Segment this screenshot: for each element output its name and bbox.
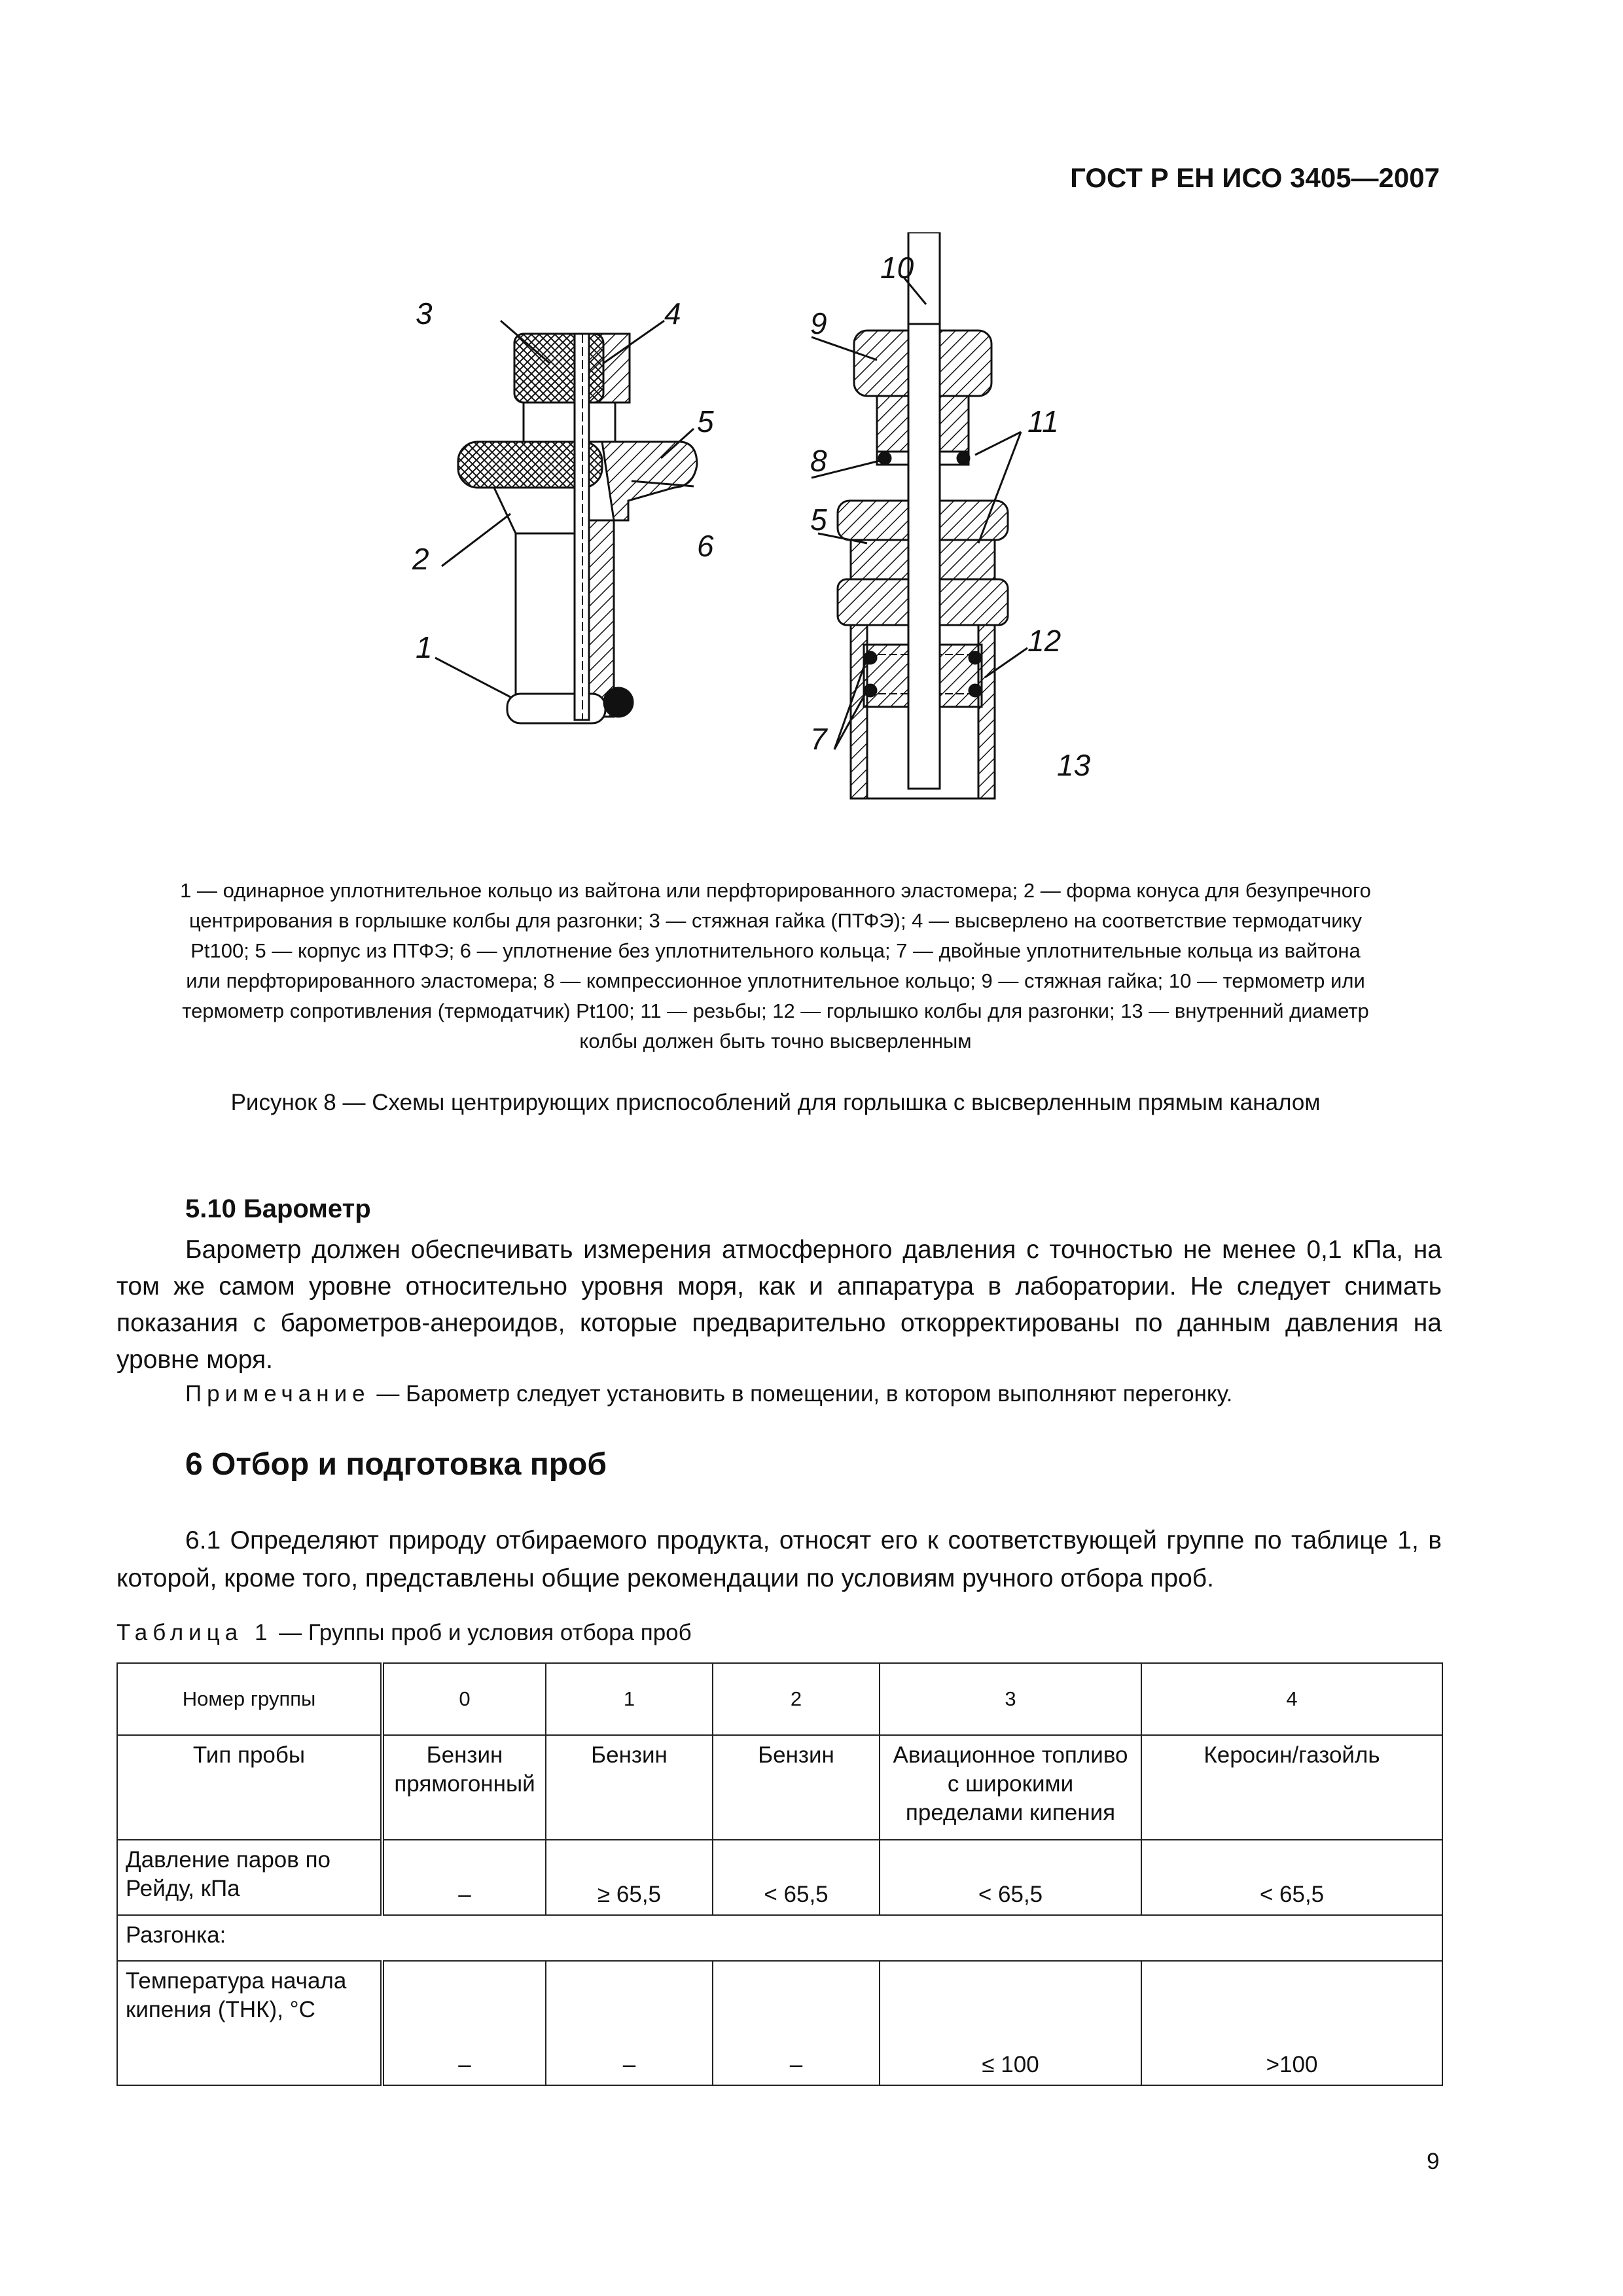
table-header-cell: 1 bbox=[546, 1663, 713, 1735]
label-1: 1 bbox=[416, 630, 433, 664]
label-7: 7 bbox=[810, 722, 827, 756]
table-label: Таблица 1 bbox=[116, 1620, 273, 1645]
section-5-10-heading: 5.10 Барометр bbox=[185, 1194, 371, 1223]
table-row bbox=[117, 1915, 1442, 1961]
table-cell: Авиационное топливо с широкими пределами кипения bbox=[880, 1735, 1141, 1840]
table-cell: >100 bbox=[1141, 1961, 1442, 2085]
table-header-cell: 0 bbox=[382, 1663, 546, 1735]
table-cell: < 65,5 bbox=[880, 1840, 1141, 1915]
table-cell: ≥ 65,5 bbox=[546, 1840, 713, 1915]
label-10: 10 bbox=[880, 251, 914, 285]
table-header-cell: Номер группы bbox=[117, 1663, 382, 1735]
table-1-title bbox=[116, 1620, 692, 1646]
document-header: ГОСТ Р ЕН ИСО 3405—2007 bbox=[1070, 162, 1440, 193]
table-cell: Бензин прямогонный bbox=[382, 1735, 546, 1840]
label-9: 9 bbox=[810, 306, 827, 340]
section-6-1-body: 6.1 Определяют природу отбираемого продукта, относят его к соответствующей группе по таблице 1, в которой, кроме того, представлены общие рекомендации по условиям ручного отбора проб. bbox=[116, 1526, 1442, 1592]
table-cell: < 65,5 bbox=[1141, 1840, 1442, 1915]
table-header-cell: 3 bbox=[880, 1663, 1141, 1735]
caption-line: центрирования в горлышке колбы для разгонки; 3 — стяжная гайка (ПТФЭ); 4 — высверлено на соответствие термодатчику bbox=[188, 909, 1363, 932]
figure-caption bbox=[121, 876, 1430, 1056]
table-cell: Бензин bbox=[713, 1735, 880, 1840]
table-cell: ≤ 100 bbox=[880, 1961, 1141, 2085]
figure-title: Рисунок 8 — Схемы центрирующих приспособлений для горлышка с высверленным прямым каналом bbox=[230, 1090, 1321, 1115]
table-header-cell: 2 bbox=[713, 1663, 880, 1735]
table-cell: – bbox=[546, 1961, 713, 2085]
label-3: 3 bbox=[416, 296, 433, 331]
page-number: 9 bbox=[1427, 2149, 1440, 2174]
label-13: 13 bbox=[1057, 748, 1091, 782]
section-5-10-note bbox=[185, 1381, 1232, 1407]
table-cell: – bbox=[382, 1840, 546, 1915]
table-header-cell: 4 bbox=[1141, 1663, 1442, 1735]
table-1 bbox=[116, 1662, 1443, 2086]
left-centering-device bbox=[435, 321, 697, 723]
label-4: 4 bbox=[664, 296, 681, 331]
table-cell: Тип пробы bbox=[117, 1735, 382, 1840]
label-8: 8 bbox=[810, 444, 827, 478]
caption-line: термометр сопротивления (термодатчик) Pt100; 11 — резьбы; 12 — горлышко колбы для разгонки; 13 — внутренний диаметр bbox=[182, 999, 1369, 1022]
table-cell: Давление паров по Рейду, кПа bbox=[117, 1840, 382, 1915]
figure-8-diagram bbox=[366, 232, 1217, 854]
table-cell: – bbox=[713, 1961, 880, 2085]
table-header-row bbox=[117, 1663, 1442, 1735]
label-11: 11 bbox=[1027, 404, 1059, 439]
note-label: Примечание bbox=[185, 1381, 370, 1407]
table-cell: – bbox=[382, 1961, 546, 2085]
label-2: 2 bbox=[412, 542, 429, 576]
table-cell: < 65,5 bbox=[713, 1840, 880, 1915]
table-title-text: — Группы проб и условия отбора проб bbox=[272, 1620, 692, 1645]
right-centering-device bbox=[812, 232, 1027, 798]
caption-line: 1 — одинарное уплотнительное кольцо из вайтона или перфторированного эластомера; 2 — форма конуса для безупречного bbox=[180, 879, 1371, 902]
caption-line: колбы должен быть точно высверленным bbox=[579, 1030, 972, 1052]
table-cell: Бензин bbox=[546, 1735, 713, 1840]
caption-line: Pt100; 5 — корпус из ПТФЭ; 6 — уплотнение без уплотнительного кольца; 7 — двойные уплотнительные кольца из вайтона bbox=[190, 939, 1361, 962]
section-5-10-body: Барометр должен обеспечивать измерения атмосферного давления с точностью не менее 0,1 кПа, на том же самом уровне относительно уровня моря, как и аппаратура в лаборатории. Не следует снимать показания с барометров-анероидов, которые предварительно откорректированы по данным давления на уровне моря. bbox=[116, 1236, 1442, 1374]
note-text: — Барометр следует установить в помещении, в котором выполняют перегонку. bbox=[370, 1381, 1233, 1407]
table-row bbox=[117, 1735, 1442, 1840]
section-6-heading: 6 Отбор и подготовка проб bbox=[185, 1447, 607, 1482]
caption-line: или перфторированного эластомера; 8 — компрессионное уплотнительное кольцо; 9 — стяжная гайка; 10 — термометр или bbox=[186, 969, 1365, 992]
table-cell: Температура начала кипения (ТНК), °С bbox=[117, 1961, 382, 2085]
table-cell: Разгонка: bbox=[117, 1915, 1442, 1961]
table-cell: Керосин/газойль bbox=[1141, 1735, 1442, 1840]
label-5-right: 5 bbox=[810, 503, 827, 537]
label-5-left: 5 bbox=[697, 404, 714, 439]
label-6: 6 bbox=[697, 529, 714, 563]
table-row bbox=[117, 1961, 1442, 2085]
table-row bbox=[117, 1840, 1442, 1915]
label-12: 12 bbox=[1027, 624, 1061, 658]
